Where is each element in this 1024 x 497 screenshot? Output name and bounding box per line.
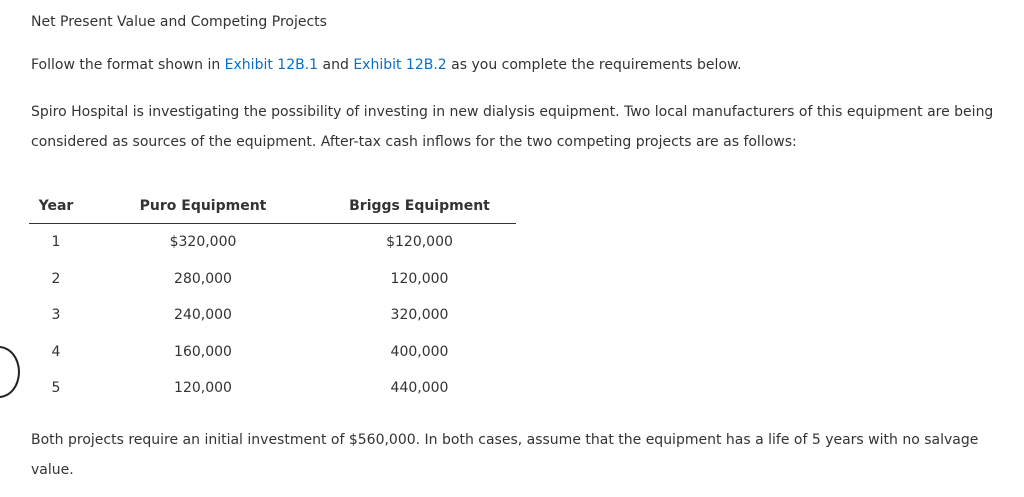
exhibit-12b1-link[interactable]: Exhibit 12B.1	[224, 57, 319, 73]
table-row	[29, 261, 516, 298]
cash-inflows-table	[29, 189, 516, 407]
puro-cell: 120,000	[174, 380, 232, 397]
briggs-cell: 400,000	[390, 343, 449, 360]
format-suffix: as you complete the requirements below.	[446, 57, 742, 73]
year-cell: 3	[51, 307, 61, 324]
puro-header: Puro Equipment	[83, 189, 323, 224]
briggs-header: Briggs Equipment	[323, 189, 516, 224]
format-instructions	[31, 57, 742, 73]
year-cell: 5	[51, 380, 61, 397]
puro-cell: $320,000	[169, 234, 237, 251]
format-prefix: Follow the format shown in	[31, 57, 225, 73]
year-cell: 1	[51, 234, 61, 251]
exhibit-12b2-link[interactable]: Exhibit 12B.2	[353, 57, 447, 73]
format-middle: and	[318, 57, 354, 73]
table-row	[29, 334, 516, 371]
footer-paragraph: Both projects require an initial investment of $560,000. In both cases, assume that the equipment has a life of 5 years with no salvage value.	[31, 432, 979, 478]
briggs-cell: 120,000	[390, 270, 449, 287]
intro-paragraph: Spiro Hospital is investigating the possibility of investing in new dialysis equipment. Two local manufacturers of this equipment are being considered as sources of the equipment. After-tax cash inflows for the two competing projects are as follows:	[31, 104, 994, 150]
table-row	[29, 297, 516, 334]
year-header: Year	[29, 189, 83, 224]
puro-cell: 160,000	[174, 343, 232, 360]
table-header-row	[29, 189, 516, 224]
briggs-cell: $120,000	[386, 234, 453, 251]
table-row	[29, 370, 516, 407]
year-cell: 2	[51, 270, 61, 287]
year-cell: 4	[51, 343, 61, 360]
page-title: Net Present Value and Competing Projects	[31, 14, 327, 30]
briggs-cell: 320,000	[390, 307, 449, 324]
puro-cell: 280,000	[174, 270, 232, 287]
puro-cell: 240,000	[174, 307, 232, 324]
table-row	[29, 224, 516, 261]
side-handle-arc[interactable]	[0, 346, 20, 398]
briggs-cell: 440,000	[390, 380, 449, 397]
